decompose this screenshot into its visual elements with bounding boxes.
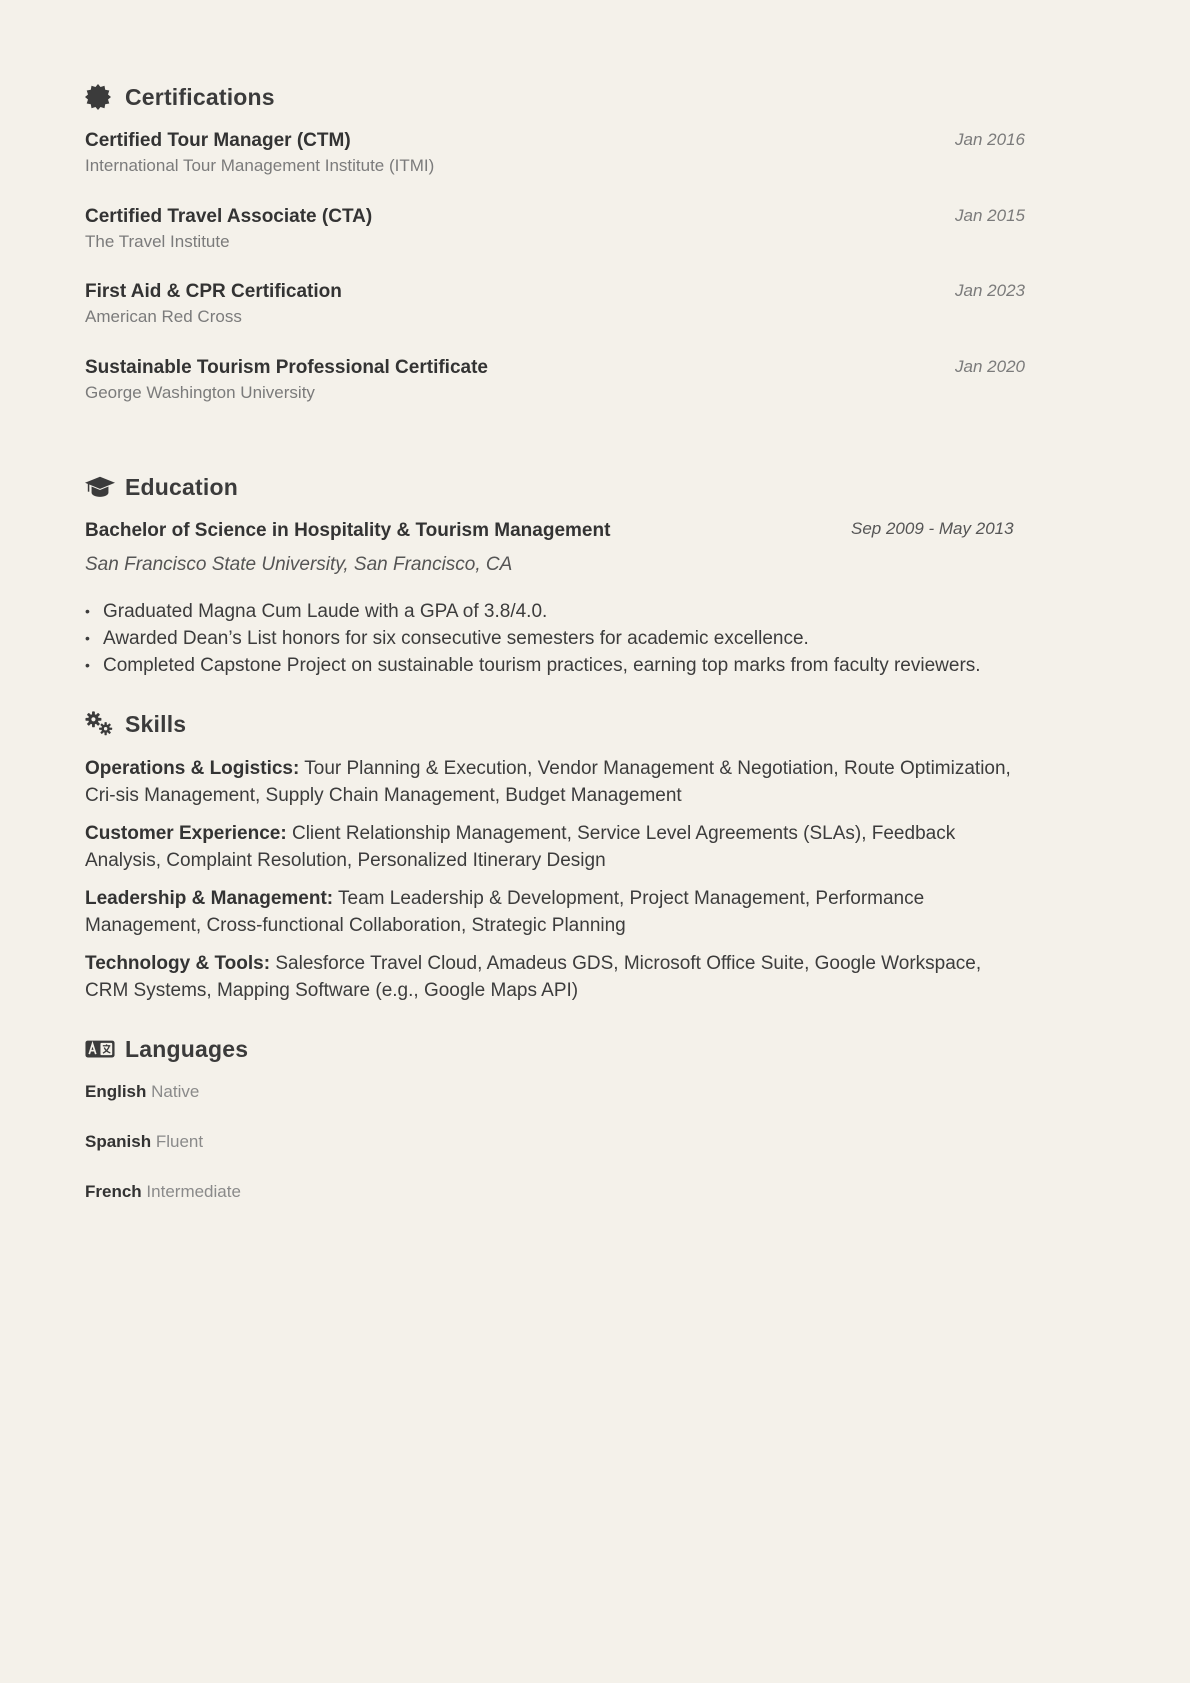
- language-name: Spanish: [85, 1132, 152, 1151]
- language-item: [85, 1080, 1105, 1130]
- certification-name: Certified Travel Associate (CTA): [85, 205, 373, 227]
- skill-group-text: Salesforce Travel Cloud, Amadeus GDS, Microsoft Office Suite, Google Workspace, CRM Systems, Mapping Software (e.g., Google Maps API): [85, 953, 982, 1001]
- skill-group-label: Leadership & Management:: [85, 888, 334, 909]
- skill-group: [85, 885, 1105, 939]
- certification-date: Jan 2015: [955, 205, 1025, 225]
- certification-issuer: The Travel Institute: [85, 231, 230, 251]
- skills-header: [85, 707, 1105, 741]
- language-level: Fluent: [155, 1132, 204, 1151]
- education-school: San Francisco State University, San Francisco, CA: [85, 554, 513, 575]
- education-title: Education: [125, 473, 238, 500]
- skill-group-text: Team Leadership & Development, Project Management, Performance Management, Cross-functional Collaboration, Strategic Planning: [85, 888, 925, 936]
- education-bullet: • Graduated Magna Cum Laude with a GPA of 3.8/4.0.: [85, 598, 1105, 625]
- gears-icon: [85, 709, 115, 739]
- skill-group-text: Tour Planning & Execution, Vendor Management & Negotiation, Route Optimization, Cri-sis Management, Supply Chain Management, Budget Management: [85, 758, 1011, 806]
- certification-name: First Aid & CPR Certification: [85, 281, 342, 302]
- certificate-icon: [85, 82, 115, 112]
- skill-group: [85, 820, 1105, 874]
- certification-issuer: International Tour Management Institute (ITMI): [85, 156, 435, 175]
- education-bullets: [85, 598, 1105, 679]
- skill-group-label: Technology & Tools:: [85, 953, 271, 974]
- skill-group-label: Customer Experience:: [85, 823, 287, 844]
- certification-date: Jan 2020: [955, 356, 1025, 376]
- language-name: French: [85, 1182, 142, 1201]
- language-level: Intermediate: [146, 1182, 241, 1201]
- education-dates: Sep 2009 - May 2013: [851, 519, 1014, 538]
- education-entry: [85, 518, 1105, 679]
- skills-section: [85, 707, 1105, 1004]
- language-item: [85, 1180, 1105, 1230]
- certification-name: Sustainable Tourism Professional Certificate: [85, 356, 488, 378]
- certification-item: [85, 204, 1105, 280]
- skills-list: [85, 755, 1105, 1004]
- education-bullet: • Awarded Dean’s List honors for six consecutive semesters for academic excellence.: [85, 625, 1105, 652]
- language-level: Native: [151, 1082, 200, 1101]
- certification-date: Jan 2023: [955, 281, 1025, 300]
- education-header: [85, 470, 1105, 504]
- languages-title: Languages: [125, 1035, 249, 1062]
- languages-list: [85, 1080, 1105, 1230]
- certifications-title: Certifications: [125, 83, 275, 110]
- skill-group: [85, 950, 1105, 1004]
- certifications-section: [85, 80, 1105, 430]
- certification-issuer: George Washington University: [85, 382, 315, 402]
- certifications-list: [85, 128, 1105, 430]
- language-name: English: [85, 1082, 147, 1101]
- languages-header: [85, 1032, 1105, 1066]
- languages-section: [85, 1032, 1105, 1230]
- language-item: [85, 1130, 1105, 1180]
- certification-issuer: American Red Cross: [85, 307, 242, 326]
- skill-group-text: Client Relationship Management, Service Level Agreements (SLAs), Feedback Analysis, Complaint Resolution, Personalized Itinerary Design: [85, 823, 956, 871]
- certification-item: [85, 279, 1105, 355]
- certification-item: [85, 128, 1105, 204]
- education-bullet: • Completed Capstone Project on sustainable tourism practices, earning top marks from faculty reviewers.: [85, 652, 1105, 679]
- language-icon: [85, 1034, 115, 1064]
- certification-date: Jan 2016: [955, 130, 1025, 149]
- skill-group: [85, 755, 1105, 809]
- skill-group-label: Operations & Logistics:: [85, 758, 300, 779]
- certification-name: Certified Tour Manager (CTM): [85, 130, 351, 151]
- skills-title: Skills: [125, 710, 187, 737]
- certifications-header: [85, 80, 1105, 114]
- education-degree: Bachelor of Science in Hospitality & Tourism Management: [85, 520, 611, 541]
- graduation-cap-icon: [85, 472, 115, 502]
- certification-item: [85, 355, 1105, 431]
- education-section: [85, 470, 1105, 679]
